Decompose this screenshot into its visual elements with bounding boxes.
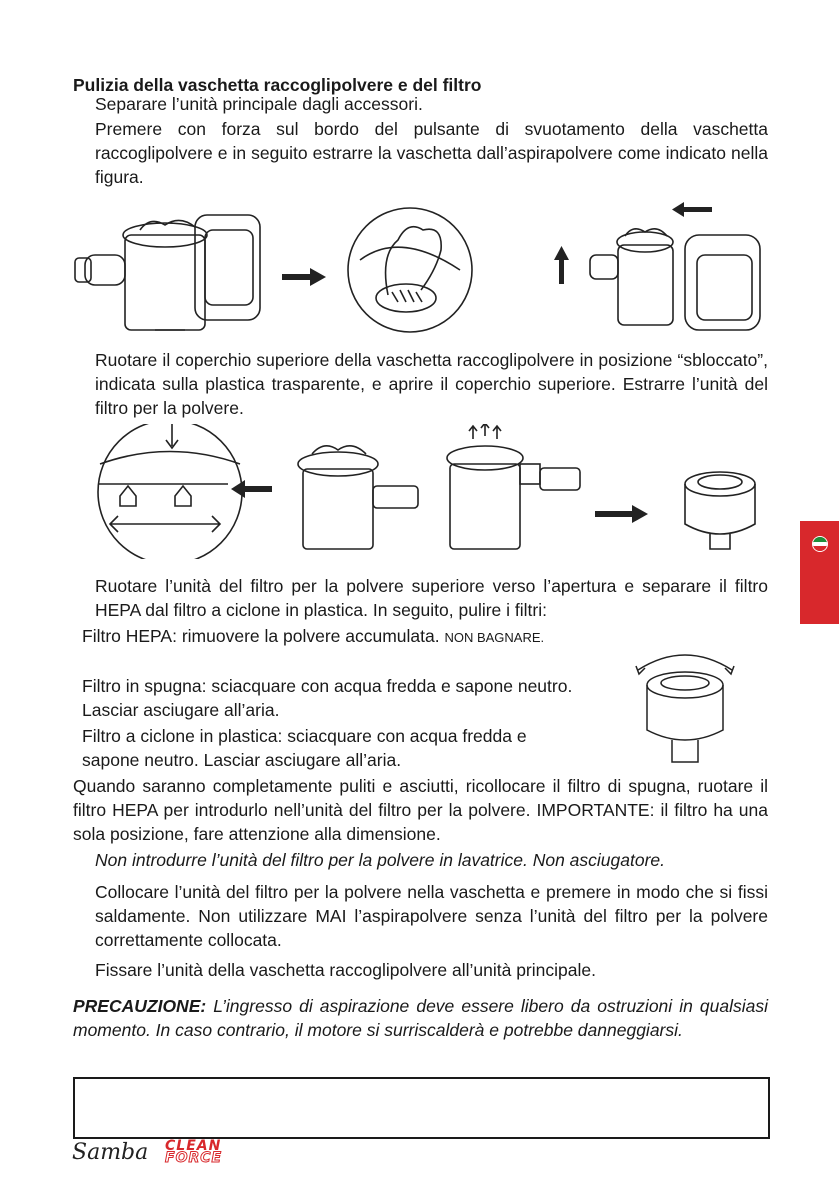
arrow-left-icon bbox=[672, 202, 712, 217]
arrows-up-icon bbox=[469, 424, 501, 439]
vacuum-illustration-right bbox=[590, 229, 760, 330]
brand-logo bbox=[165, 1140, 222, 1164]
lid-unlock-detail bbox=[98, 424, 242, 559]
arrow-right-icon bbox=[595, 505, 648, 523]
reassembly-paragraph: Quando saranno completamente puliti e asciutti, ricollocare il filtro di spugna, ruotare il filtro HEPA per introdurlo nell’unità del filtro per la polvere. IMPORTANTE: il filtro ha una sola posizione, fare attenzione alla dimensione. bbox=[73, 776, 768, 844]
step-rotate-filter: Ruotare l’unità del filtro per la polvere superiore verso l’apertura e separare il filtro HEPA dal filtro a ciclone in plastica. In seguito, pulire i filtri: bbox=[95, 576, 768, 620]
caution-text: L’ingresso di aspirazione deve essere libero da ostruzioni in qualsiasi momento. In caso contrario, il motore si surriscalderà e potrebbe danneggiarsi. bbox=[73, 996, 768, 1040]
italian-flag-icon bbox=[812, 536, 828, 552]
reassembly-place-unit: Collocare l’unità del filtro per la polvere nella vaschetta e premere in modo che si fissi saldamente. Non utilizzare MAI l’aspirapolvere senza l’unità del filtro per la polvere correttamente collocata. bbox=[95, 882, 768, 950]
notes-box bbox=[73, 1077, 770, 1139]
filter-hepa bbox=[82, 624, 582, 650]
arrow-up-icon bbox=[554, 246, 569, 284]
reassembly-no-wash: Non introdurre l’unità del filtro per la polvere in lavatrice. Non asciugatore. bbox=[95, 850, 666, 870]
filter-hepa-text: Filtro HEPA: rimuovere la polvere accumulata. bbox=[82, 626, 440, 646]
step-rotate-cover: Ruotare il coperchio superiore della vaschetta raccoglipolvere in posizione “sbloccato”, indicata sulla plastica trasparente, e aprire il coperchio superiore. Estrarre l’unità del filtro per la polvere. bbox=[95, 350, 768, 418]
filter-unit-illustration bbox=[685, 472, 755, 549]
filter-sponge: Filtro in spugna: sciacquare con acqua fredda e sapone neutro. Lasciar asciugare all’aria. bbox=[82, 676, 573, 720]
brand-logo-line1: CLEAN bbox=[165, 1138, 222, 1154]
brand-logo-line2: FORCE bbox=[165, 1150, 223, 1166]
arrow-left-icon bbox=[231, 480, 272, 498]
brand-signature: Samba bbox=[72, 1140, 149, 1165]
arrow-right-icon bbox=[282, 268, 326, 286]
filter-cyclone: Filtro a ciclone in plastica: sciacquare con acqua fredda e sapone neutro. Lasciar asciugare all’aria. bbox=[82, 726, 527, 770]
filter-rotation-figure bbox=[620, 640, 750, 770]
figure-row-1 bbox=[70, 200, 830, 340]
button-press-detail bbox=[348, 208, 472, 332]
step-press: Premere con forza sul bordo del pulsante di svuotamento della vaschetta raccoglipolvere e in seguito estrarre la vaschetta dall’aspirapolvere come indicato nella figura. bbox=[95, 119, 768, 187]
step-separate: Separare l’unità principale dagli accessori. bbox=[95, 94, 423, 114]
dust-bin-illustration bbox=[298, 446, 418, 549]
filter-hepa-note: NON BAGNARE. bbox=[444, 630, 545, 645]
dust-bin-open-illustration bbox=[447, 446, 580, 549]
caution-paragraph bbox=[73, 994, 768, 1042]
vacuum-illustration-left bbox=[75, 215, 260, 330]
section-heading: Pulizia della vaschetta raccoglipolvere e del filtro bbox=[73, 75, 482, 95]
figure-row-2 bbox=[90, 424, 810, 559]
reassembly-attach: Fissare l’unità della vaschetta raccoglipolvere all’unità principale. bbox=[95, 960, 596, 980]
caution-label: PRECAUZIONE: bbox=[73, 996, 207, 1016]
